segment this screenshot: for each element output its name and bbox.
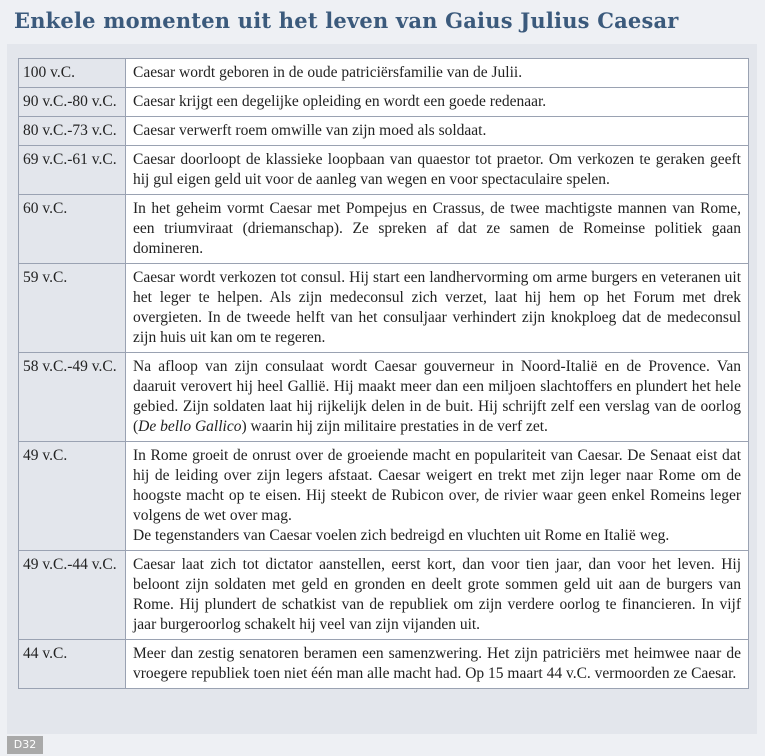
row-text: Caesar wordt geboren in de oude patriciërsfamilie van de Julii. xyxy=(126,59,749,88)
table-row xyxy=(19,442,749,551)
row-text: Meer dan zestig senatoren beramen een samenzwering. Het zijn patriciërs met heimwee naar de vroegere republiek toen niet één man alle macht had. Op 15 maart 44 v.C. vermoorden ze Caesar. xyxy=(126,640,749,689)
table-row xyxy=(19,117,749,146)
table-row xyxy=(19,59,749,88)
timeline-table xyxy=(18,58,749,689)
row-date: 69 v.C.-61 v.C. xyxy=(19,146,126,195)
row-text: Caesar doorloopt de klassieke loopbaan van quaestor tot praetor. Om verkozen te geraken geeft hij gul eigen geld uit voor de aanleg van wegen en voor spectaculaire spelen. xyxy=(126,146,749,195)
table-row xyxy=(19,353,749,442)
table-row xyxy=(19,640,749,689)
row-date: 60 v.C. xyxy=(19,195,126,264)
page-title: Enkele momenten uit het leven van Gaius Julius Caesar xyxy=(14,8,679,33)
row-paragraph: De tegenstanders van Caesar voelen zich bedreigd en vluchten uit Rome en Italië weg. xyxy=(133,527,670,544)
row-text: Caesar verwerft roem omwille van zijn moed als soldaat. xyxy=(126,117,749,146)
row-text: In het geheim vormt Caesar met Pompejus en Crassus, de twee machtigste mannen van Rome, een triumviraat (driemanschap). Ze spreken af dat ze samen de Romeinse politiek gaan domineren. xyxy=(126,195,749,264)
row-date: 90 v.C.-80 v.C. xyxy=(19,88,126,117)
row-text xyxy=(126,442,749,551)
row-date: 44 v.C. xyxy=(19,640,126,689)
page-code-badge: D32 xyxy=(7,736,43,754)
table-row xyxy=(19,88,749,117)
row-date: 58 v.C.-49 v.C. xyxy=(19,353,126,442)
row-date: 59 v.C. xyxy=(19,264,126,353)
row-date: 49 v.C. xyxy=(19,442,126,551)
row-date: 49 v.C.-44 v.C. xyxy=(19,551,126,640)
row-paragraph: In Rome groeit de onrust over de groeiende macht en populariteit van Caesar. De Senaat eist dat hij de leiding over zijn legers afstaat. Caesar weigert en trekt met zijn leger naar Rome om de hoogste macht op te eisen. Hij steekt de Rubicon over, de rivier waar geen enkel Romeins leger volgens de wet over mag. xyxy=(133,447,741,524)
table-row xyxy=(19,551,749,640)
table-row xyxy=(19,146,749,195)
row-date: 80 v.C.-73 v.C. xyxy=(19,117,126,146)
row-text: Caesar wordt verkozen tot consul. Hij start een landhervorming om arme burgers en veteranen uit het leger te helpen. Als zijn medeconsul zich verzet, laat hij hem op het Forum met drek overgieten. In de tweede helft van het consuljaar verhindert zijn knokploeg dat de medeconsul zijn huis uit kan om te regeren. xyxy=(126,264,749,353)
table-row xyxy=(19,264,749,353)
row-date: 100 v.C. xyxy=(19,59,126,88)
book-title: De bello Gallico xyxy=(138,418,242,435)
table-row xyxy=(19,195,749,264)
row-text-part: ) waarin hij zijn militaire prestaties in de verf zet. xyxy=(241,418,548,435)
row-text: Caesar krijgt een degelijke opleiding en wordt een goede redenaar. xyxy=(126,88,749,117)
row-text-part: Na afloop van zijn consulaat wordt Caesar gouverneur in Noord-Italië en de Provence. Van daaruit verovert hij heel Gallië. Hij maakt meer dan een miljoen slachtoffers en plundert het hele gebied. Zijn soldaten laat hij rijkelijk delen in de buit. Hij schrijft zelf een verslag van de oorlog ( xyxy=(133,358,741,435)
row-text xyxy=(126,353,749,442)
row-text: Caesar laat zich tot dictator aanstellen, eerst kort, dan voor tien jaar, dan voor het leven. Hij beloont zijn soldaten met geld en gronden en deelt grote sommen geld uit aan de burgers van Rome. Hij plundert de schatkist van de republiek om zijn verdere oorlog te financieren. In vijf jaar burgeroorlog schakelt hij veel van zijn vijanden uit. xyxy=(126,551,749,640)
